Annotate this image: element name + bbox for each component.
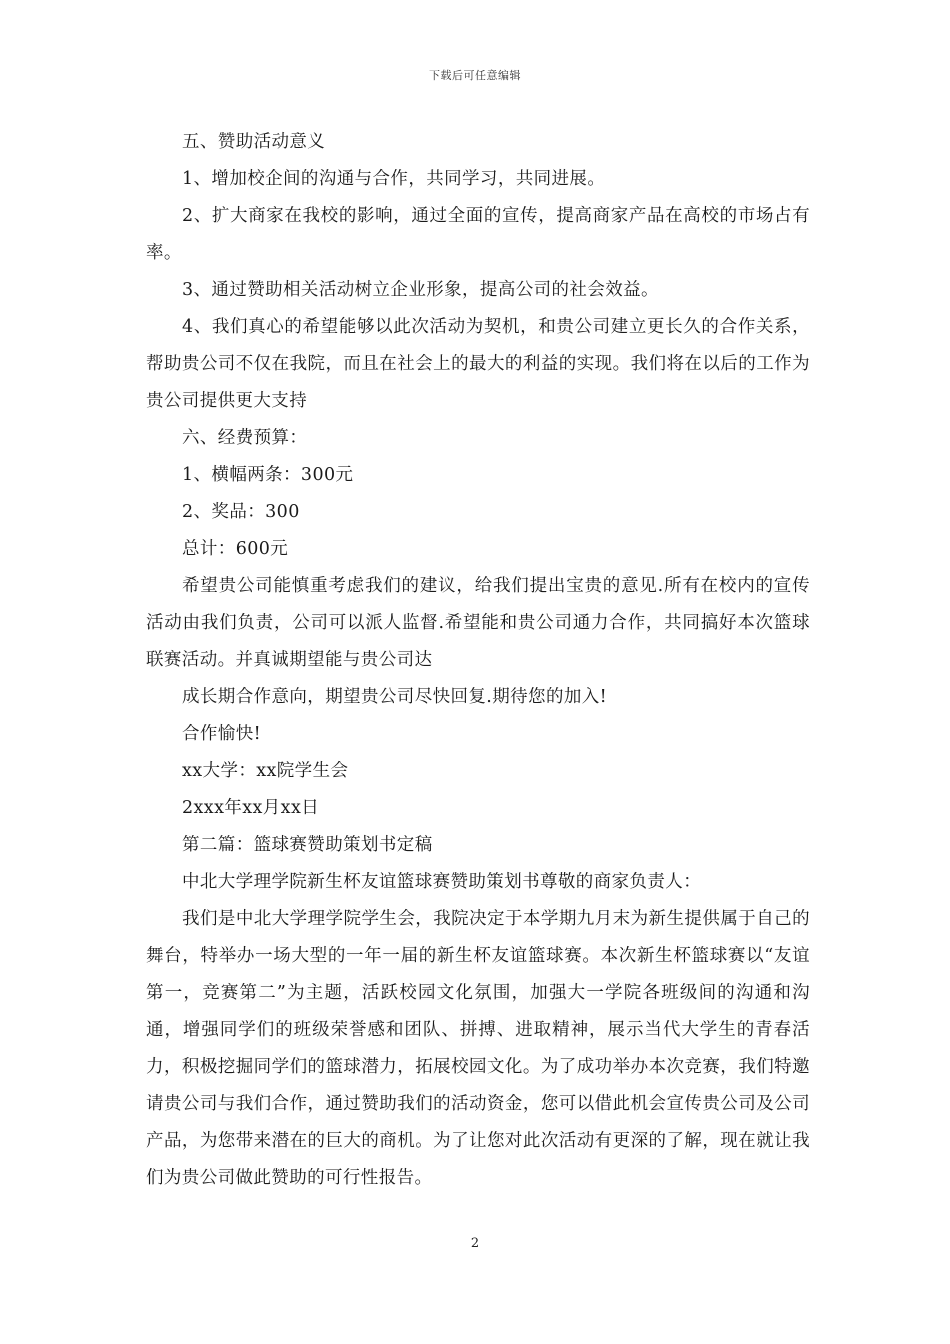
letter-salutation: 中北大学理学院新生杯友谊篮球赛赞助策划书尊敬的商家负责人： [182,872,702,892]
page-header: 下载后可任意编辑 [429,69,521,82]
signature-date: 2xxx年xx月xx日 [182,798,320,818]
section-heading-budget: 六、经费预算： [182,428,308,448]
paragraph: 2、扩大商家在我校的影响，通过全面的宣传，提高商家产品在高校的市场占有率。 [146,206,810,263]
document-body [146,124,810,1197]
budget-item: 1、横幅两条：300元 [182,465,354,485]
signature-organization: xx大学：xx院学生会 [182,761,349,781]
page-number: 2 [470,1236,480,1251]
section-heading-sponsorship-significance: 五、赞助活动意义 [182,132,326,152]
chapter-title: 第二篇：篮球赛赞助策划书定稿 [182,835,433,855]
closing-line: 合作愉快! [182,724,262,744]
budget-item: 2、奖品：300 [182,502,300,522]
paragraph: 3、通过赞助相关活动树立企业形象，提高公司的社会效益。 [182,280,659,300]
paragraph: 成长期合作意向，期望贵公司尽快回复.期待您的加入! [182,687,608,707]
paragraph: 希望贵公司能慎重考虑我们的建议，给我们提出宝贵的意见.所有在校内的宣传活动由我们负责，公司可以派人监督.希望能和贵公司通力合作，共同搞好本次篮球联赛活动。并真诚期望能与贵公司达 [146,576,810,670]
paragraph: 1、增加校企间的沟通与合作，共同学习，共同进展。 [182,169,606,189]
paragraph: 4、我们真心的希望能够以此次活动为契机，和贵公司建立更长久的合作关系，帮助贵公司不仅在我院，而且在社会上的最大的利益的实现。我们将在以后的工作为贵公司提供更大支持 [146,317,810,411]
budget-total: 总计：600元 [182,539,289,559]
paragraph: 我们是中北大学理学院学生会，我院决定于本学期九月末为新生提供属于自己的舞台，特举办一场大型的一年一届的新生杯友谊篮球赛。本次新生杯篮球赛以“友谊第一，竞赛第二”为主题，活跃校园文化氛围，加强大一学院各班级间的沟通和沟通，增强同学们的班级荣誉感和团队、拼搏、进取精神，展示当代大学生的青春活力，积极挖掘同学们的篮球潜力，拓展校园文化。为了成功举办本次竞赛，我们特邀请贵公司与我们合作，通过赞助我们的活动资金，您可以借此机会宣传贵公司及公司产品，为您带来潜在的巨大的商机。为了让您对此次活动有更深的了解，现在就让我们为贵公司做此赞助的可行性报告。 [146,909,810,1188]
